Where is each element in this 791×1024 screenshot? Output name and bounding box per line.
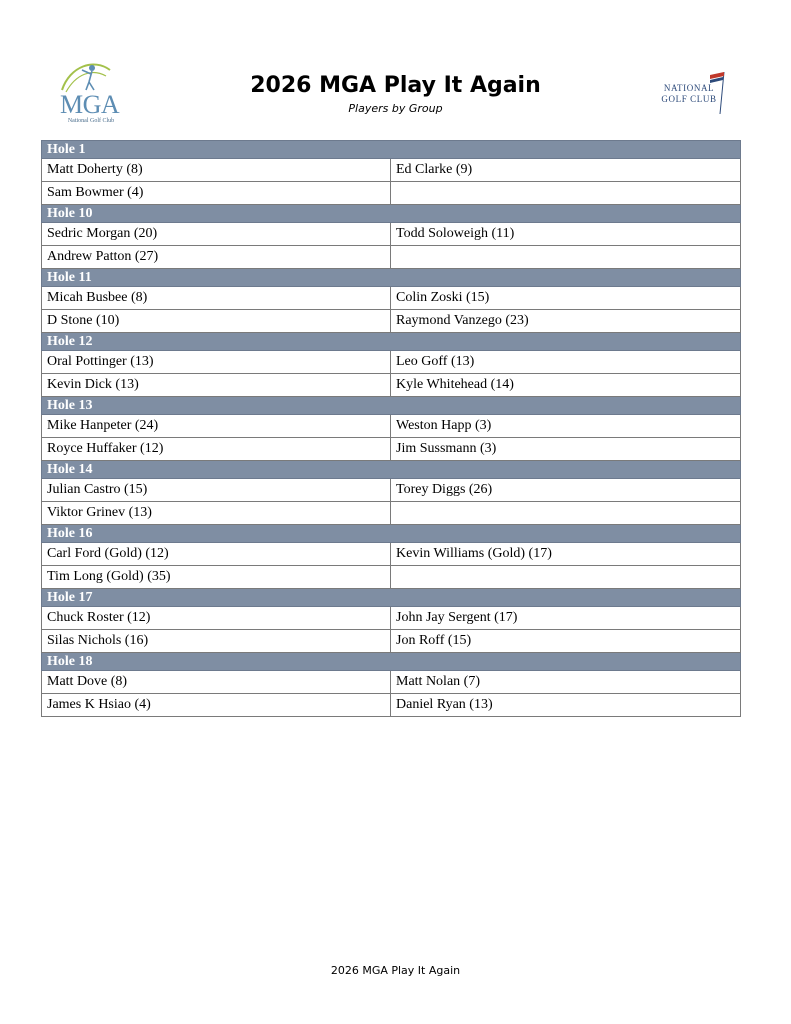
player-cell [391, 246, 741, 269]
hole-header-row [42, 205, 741, 223]
player-cell: Todd Soloweigh (11) [391, 223, 741, 246]
player-cell: Sedric Morgan (20) [42, 223, 391, 246]
hole-header-row [42, 589, 741, 607]
player-row [42, 543, 741, 566]
player-cell: Andrew Patton (27) [42, 246, 391, 269]
mga-logo-subtext: National Golf Club [67, 118, 115, 124]
player-cell: Matt Doherty (8) [42, 159, 391, 182]
player-cell: Mike Hanpeter (24) [42, 415, 391, 438]
player-row [42, 671, 741, 694]
player-cell: Jim Sussmann (3) [391, 438, 741, 461]
hole-header-row [42, 333, 741, 351]
player-cell: John Jay Sergent (17) [391, 607, 741, 630]
player-cell: Torey Diggs (26) [391, 479, 741, 502]
player-row [42, 694, 741, 717]
national-golf-club-line1: NATIONAL [663, 83, 715, 93]
page-footer: 2026 MGA Play It Again [330, 964, 461, 977]
player-cell: Kevin Dick (13) [42, 374, 391, 397]
player-row [42, 415, 741, 438]
player-cell: Weston Happ (3) [391, 415, 741, 438]
player-row [42, 630, 741, 653]
groups-table-body [42, 141, 741, 717]
player-row [42, 287, 741, 310]
player-cell: Carl Ford (Gold) (12) [42, 543, 391, 566]
player-cell: Tim Long (Gold) (35) [42, 566, 391, 589]
hole-label: Hole 13 [42, 397, 741, 415]
mga-logo-text: MGA [60, 90, 120, 119]
player-cell: Viktor Grinev (13) [42, 502, 391, 525]
hole-label: Hole 11 [42, 269, 741, 287]
player-cell: James K Hsiao (4) [42, 694, 391, 717]
player-cell: Kevin Williams (Gold) (17) [391, 543, 741, 566]
hole-label: Hole 17 [42, 589, 741, 607]
national-golf-club-logo [650, 70, 732, 116]
hole-label: Hole 14 [42, 461, 741, 479]
player-row [42, 182, 741, 205]
hole-header-row [42, 141, 741, 159]
hole-label: Hole 12 [42, 333, 741, 351]
player-cell: Raymond Vanzego (23) [391, 310, 741, 333]
player-cell [391, 182, 741, 205]
player-cell [391, 566, 741, 589]
player-cell: Ed Clarke (9) [391, 159, 741, 182]
player-row [42, 479, 741, 502]
hole-label: Hole 10 [42, 205, 741, 223]
player-row [42, 351, 741, 374]
hole-header-row [42, 653, 741, 671]
player-row [42, 223, 741, 246]
player-cell: Sam Bowmer (4) [42, 182, 391, 205]
player-row [42, 374, 741, 397]
player-cell: Leo Goff (13) [391, 351, 741, 374]
national-golf-club-line2: GOLF CLUB [661, 94, 717, 104]
hole-label: Hole 18 [42, 653, 741, 671]
player-cell: Jon Roff (15) [391, 630, 741, 653]
hole-header-row [42, 269, 741, 287]
page-title: 2026 MGA Play It Again [250, 73, 541, 98]
hole-label: Hole 16 [42, 525, 741, 543]
player-cell: Julian Castro (15) [42, 479, 391, 502]
flag-icon [650, 70, 732, 116]
player-cell: Chuck Roster (12) [42, 607, 391, 630]
player-row [42, 566, 741, 589]
player-cell: Oral Pottinger (13) [42, 351, 391, 374]
player-cell: D Stone (10) [42, 310, 391, 333]
hole-header-row [42, 525, 741, 543]
player-cell: Royce Huffaker (12) [42, 438, 391, 461]
page-subtitle: Players by Group [348, 102, 443, 115]
hole-header-row [42, 397, 741, 415]
player-cell: Kyle Whitehead (14) [391, 374, 741, 397]
player-cell: Daniel Ryan (13) [391, 694, 741, 717]
player-row [42, 310, 741, 333]
player-row [42, 502, 741, 525]
hole-label: Hole 1 [42, 141, 741, 159]
player-row [42, 438, 741, 461]
player-row [42, 159, 741, 182]
player-row [42, 246, 741, 269]
player-row [42, 607, 741, 630]
player-cell [391, 502, 741, 525]
player-cell: Matt Dove (8) [42, 671, 391, 694]
player-cell: Colin Zoski (15) [391, 287, 741, 310]
player-cell: Silas Nichols (16) [42, 630, 391, 653]
player-cell: Micah Busbee (8) [42, 287, 391, 310]
groups-table [41, 140, 741, 717]
hole-header-row [42, 461, 741, 479]
player-cell: Matt Nolan (7) [391, 671, 741, 694]
